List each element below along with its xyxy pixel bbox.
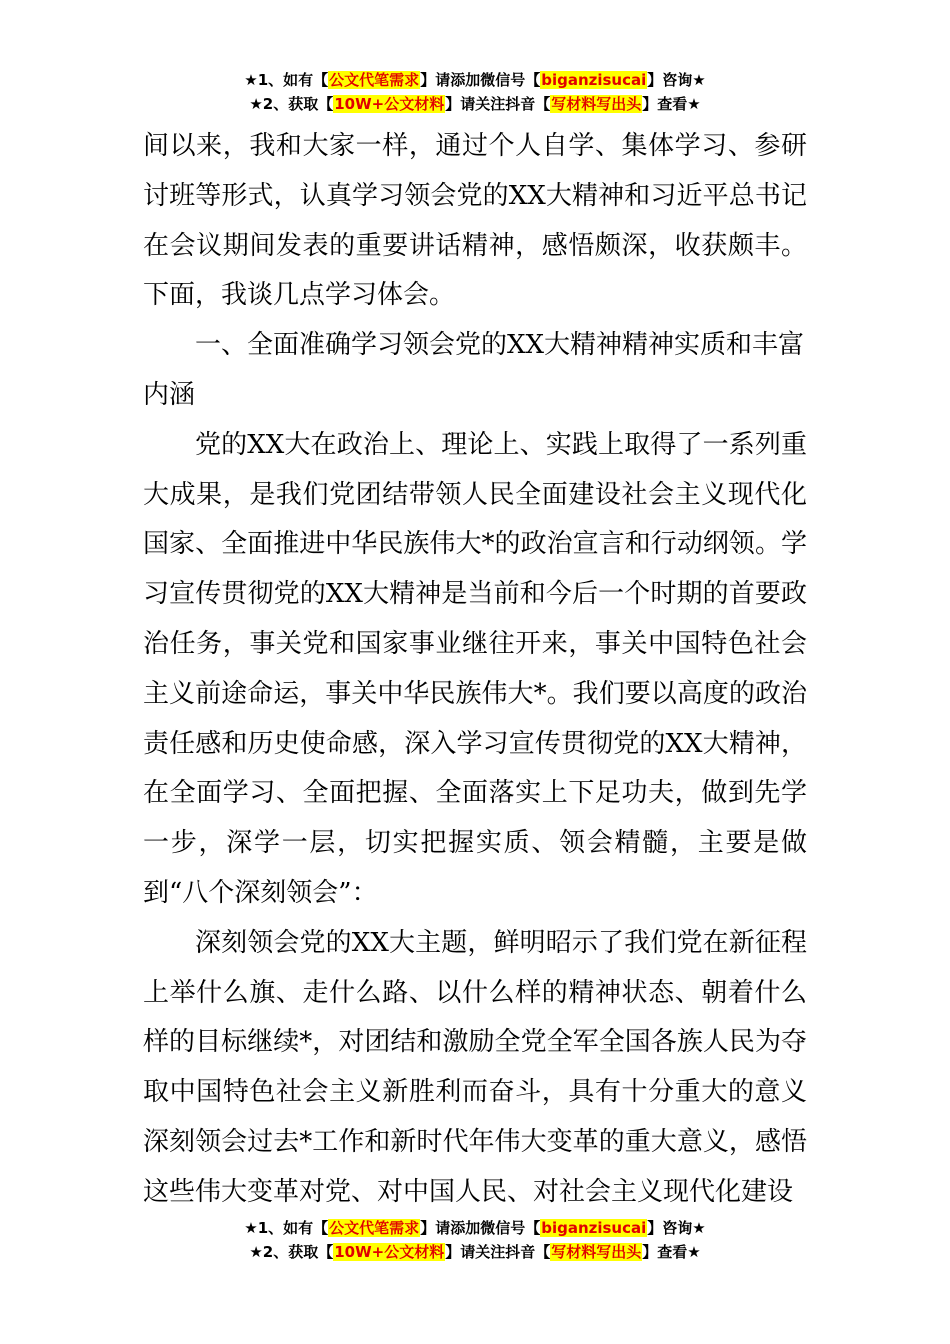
banner-text: ★1、如有【 xyxy=(244,1219,329,1237)
highlight-service: 公文代笔需求 xyxy=(329,71,420,89)
highlight-douyin: 写材料写出头 xyxy=(551,1243,642,1261)
banner-text: 】请添加微信号【 xyxy=(420,71,541,89)
banner-line-1 xyxy=(0,68,950,92)
banner-text: 】咨询★ xyxy=(647,1219,706,1237)
banner-text: ★2、获取【 xyxy=(249,95,334,113)
banner-text: 】请添加微信号【 xyxy=(420,1219,541,1237)
banner-line-2 xyxy=(0,92,950,116)
banner-line-2 xyxy=(0,1240,950,1264)
banner-text: 】咨询★ xyxy=(647,71,706,89)
highlight-materials: 10W+公文材料 xyxy=(334,1243,445,1261)
document-body xyxy=(143,122,807,1218)
paragraph-theme: 深刻领会党的XX大主题，鲜明昭示了我们党在新征程上举什么旗、走什么路、以什么样的精神状态、朝着什么样的目标继续*，对团结和激励全党全军全国各族人民为夺取中国特色社会主义新胜利而奋斗，具有十分重大的意义深刻领会过去*工作和新时代年伟大变革的重大意义，感悟这些伟大变革对党、对中国人民、对社会主义现代化建设 xyxy=(143,927,807,1207)
highlight-service: 公文代笔需求 xyxy=(329,1219,420,1237)
paragraph-intro: 间以来，我和大家一样，通过个人自学、集体学习、参研讨班等形式，认真学习领会党的XX大精神和习近平总书记在会议期间发表的重要讲话精神，感悟颇深，收获颇丰。下面，我谈几点学习体会。 xyxy=(143,131,807,311)
highlight-wechat-id: biganzisucai xyxy=(541,71,647,89)
footer-banner xyxy=(0,1216,950,1264)
banner-text: 】请关注抖音【 xyxy=(445,95,551,113)
banner-text: 】查看★ xyxy=(642,95,701,113)
highlight-wechat-id: biganzisucai xyxy=(541,1219,647,1237)
section-heading: 一、全面准确学习领会党的XX大精神精神实质和丰富内涵 xyxy=(143,330,805,410)
banner-text: 】请关注抖音【 xyxy=(445,1243,551,1261)
banner-text: ★1、如有【 xyxy=(244,71,329,89)
banner-line-1 xyxy=(0,1216,950,1240)
highlight-materials: 10W+公文材料 xyxy=(334,95,445,113)
banner-text: ★2、获取【 xyxy=(249,1243,334,1261)
highlight-douyin: 写材料写出头 xyxy=(551,95,642,113)
banner-text: 】查看★ xyxy=(642,1243,701,1261)
header-banner xyxy=(0,68,950,116)
paragraph-main: 党的XX大在政治上、理论上、实践上取得了一系列重大成果，是我们党团结带领人民全面建设社会主义现代化国家、全面推进中华民族伟大*的政治宣言和行动纲领。学习宣传贯彻党的XX大精神是当前和今后一个时期的首要政治任务，事关党和国家事业继往开来，事关中国特色社会主义前途命运，事关中华民族伟大*。我们要以高度的政治责任感和历史使命感，深入学习宣传贯彻党的XX大精神，在全面学习、全面把握、全面落实上下足功夫，做到先学一步，深学一层，切实把握实质、领会精髓，主要是做到“八个深刻领会”： xyxy=(143,429,807,908)
